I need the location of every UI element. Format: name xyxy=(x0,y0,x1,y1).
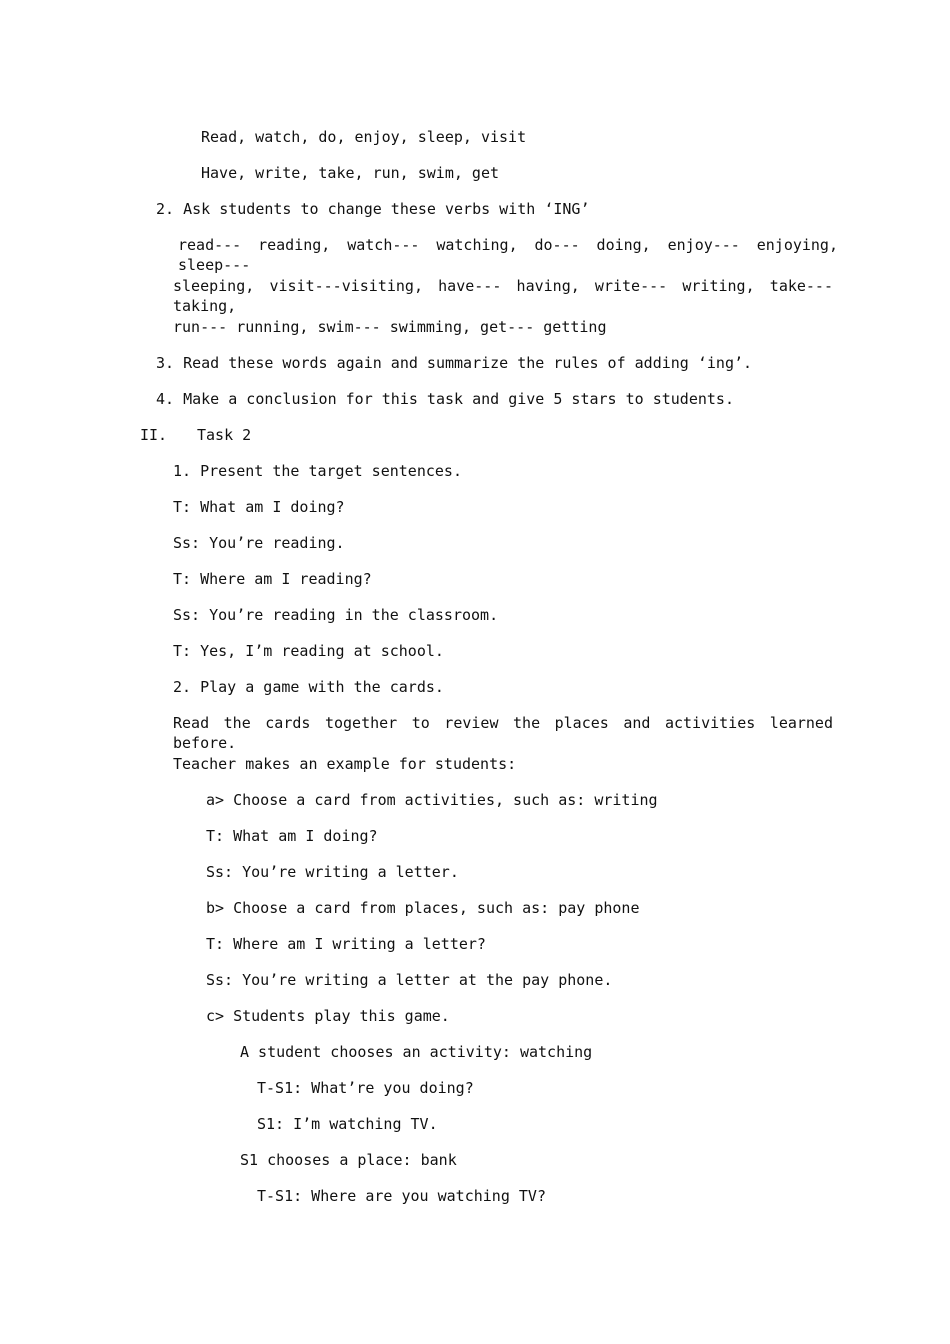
dialog-line: T: What am I doing? xyxy=(206,827,378,845)
review-instruction: Read the cards together to review the places and activities learned before. xyxy=(173,714,833,752)
substep-a: a> Choose a card from activities, such as: writing xyxy=(206,791,658,809)
ing-forms-line-2: sleeping, visit---visiting, have--- having, write--- writing, take--- taking, xyxy=(173,277,833,315)
dialog-line: S1: I’m watching TV. xyxy=(257,1115,438,1133)
substep-b: b> Choose a card from places, such as: pay phone xyxy=(206,899,640,917)
ing-forms-line-3: run--- running, swim--- swimming, get--- getting xyxy=(173,318,607,336)
dialog-line: T: What am I doing? xyxy=(173,498,345,516)
game-line: S1 chooses a place: bank xyxy=(240,1151,457,1169)
dialog-line: T-S1: Where are you watching TV? xyxy=(257,1187,546,1205)
game-line: A student chooses an activity: watching xyxy=(240,1043,593,1061)
dialog-line: Ss: You’re reading. xyxy=(173,534,345,552)
dialog-line: Ss: You’re writing a letter. xyxy=(206,863,459,881)
task2-step-1: 1. Present the target sentences. xyxy=(173,462,462,480)
ing-forms-line-1: read--- reading, watch--- watching, do--- doing, enjoy--- enjoying, sleep--- xyxy=(178,236,838,274)
dialog-line: Ss: You’re writing a letter at the pay phone. xyxy=(206,971,613,989)
dialog-line: T-S1: What’re you doing? xyxy=(257,1079,474,1097)
substep-c: c> Students play this game. xyxy=(206,1007,450,1025)
dialog-line: T: Yes, I’m reading at school. xyxy=(173,642,444,660)
verb-list-line-2: Have, write, take, run, swim, get xyxy=(201,164,500,182)
dialog-line: Ss: You’re reading in the classroom. xyxy=(173,606,499,624)
step-4-instruction: 4. Make a conclusion for this task and give 5 stars to students. xyxy=(156,390,734,408)
section-title: Task 2 xyxy=(197,426,252,444)
step-2-instruction: 2. Ask students to change these verbs with ‘ING’ xyxy=(156,200,590,218)
step-3-instruction: 3. Read these words again and summarize the rules of adding ‘ing’. xyxy=(156,354,753,372)
example-intro: Teacher makes an example for students: xyxy=(173,755,517,773)
verb-list-line-1: Read, watch, do, enjoy, sleep, visit xyxy=(201,128,527,146)
section-numeral: II. xyxy=(140,426,168,444)
task2-step-2: 2. Play a game with the cards. xyxy=(173,678,444,696)
dialog-line: T: Where am I reading? xyxy=(173,570,372,588)
dialog-line: T: Where am I writing a letter? xyxy=(206,935,486,953)
